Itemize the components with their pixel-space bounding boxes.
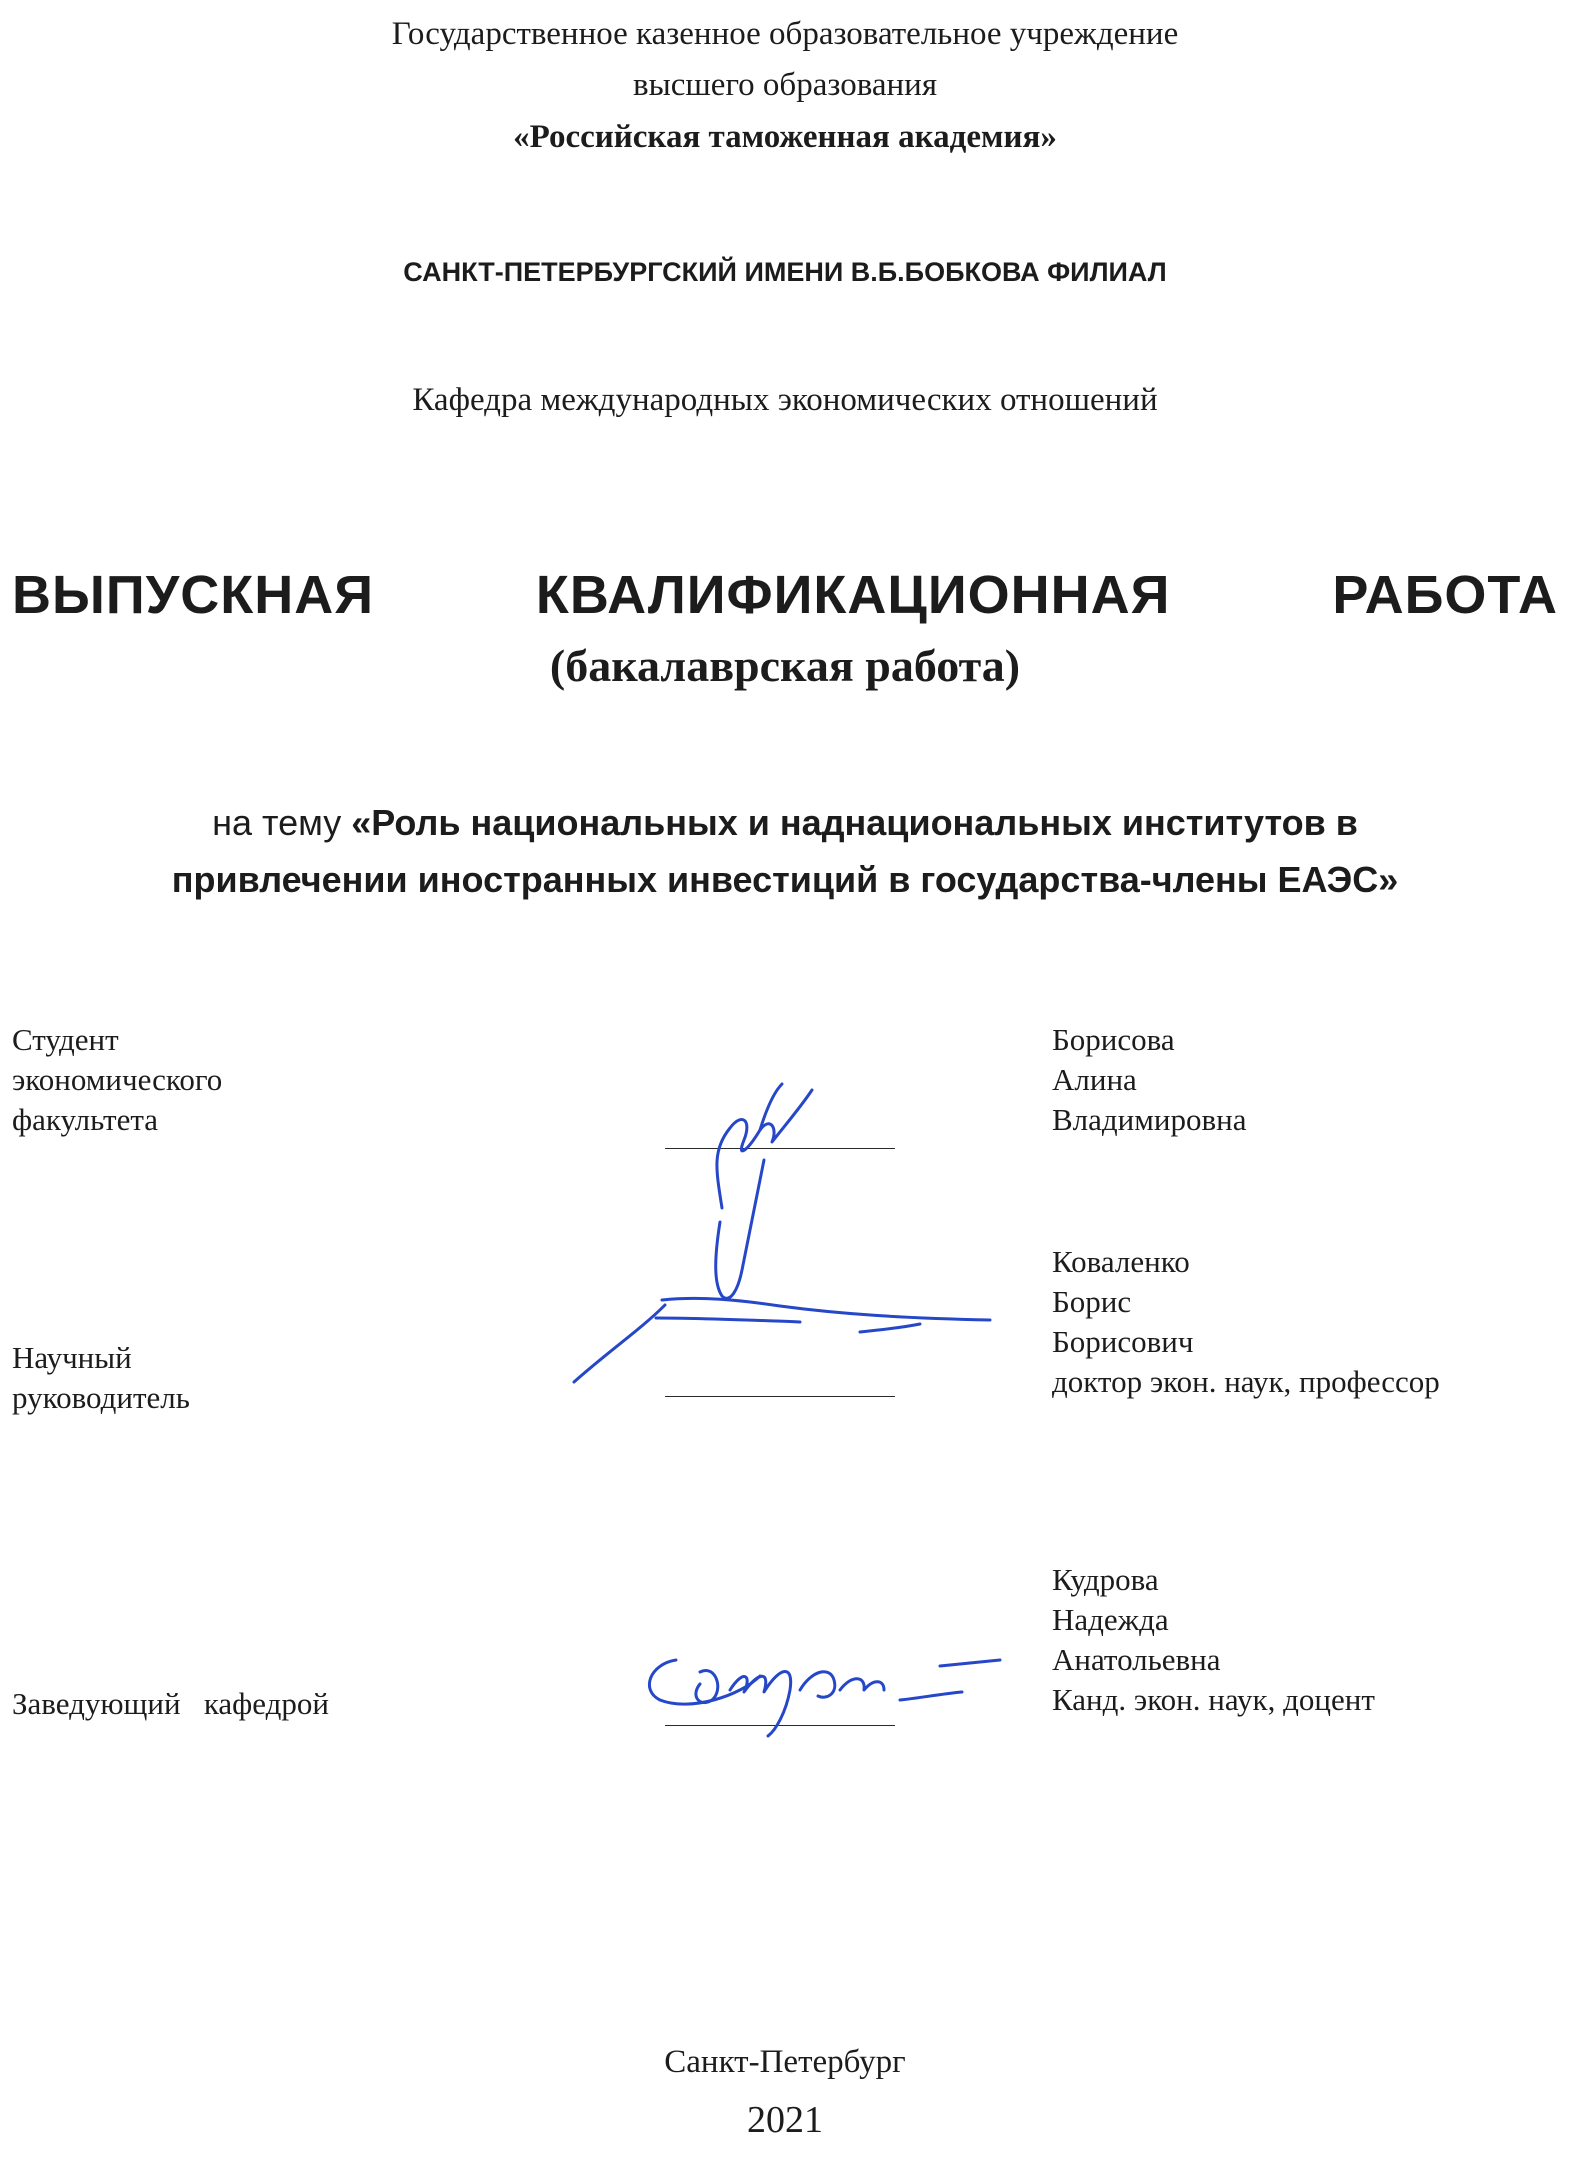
head-name-line: Кудрова	[1052, 1562, 1159, 1597]
topic-title-part2: привлечении иностранных инвестиций в государства-члены ЕАЭС»	[171, 859, 1399, 900]
academy-name: «Российская таможенная академия»	[513, 119, 1057, 155]
student-role-line: факультета	[12, 1102, 159, 1137]
student-role-line: Студент	[12, 1022, 119, 1057]
supervisor-name-line: Борисович	[1052, 1324, 1194, 1359]
student-name-line: Борисова	[1052, 1022, 1175, 1057]
year: 2021	[747, 2099, 823, 2141]
supervisor-role-line: руководитель	[12, 1380, 190, 1415]
topic-prefix: на тему	[212, 802, 352, 843]
city: Санкт-Петербург	[664, 2044, 906, 2080]
institution-line1: Государственное казенное образовательное учреждение	[391, 16, 1179, 52]
title-word-2: КВАЛИФИКАЦИОННАЯ	[535, 565, 1171, 625]
department-name: Кафедра международных экономических отношений	[412, 382, 1158, 418]
institution-line2: высшего образования	[633, 67, 937, 103]
head-degree: Канд. экон. наук, доцент	[1052, 1682, 1375, 1717]
supervisor-role-line: Научный	[12, 1340, 132, 1375]
head-name-line: Анатольевна	[1052, 1642, 1221, 1677]
topic-title-part1: «Роль национальных и наднациональных институтов в	[351, 802, 1358, 843]
student-role-line: экономического	[12, 1062, 223, 1097]
head-role: Заведующий кафедрой	[12, 1686, 329, 1721]
supervisor-degree: доктор экон. наук, профессор	[1052, 1364, 1440, 1399]
supervisor-name-line: Борис	[1052, 1284, 1132, 1319]
student-name-line: Алина	[1052, 1062, 1137, 1097]
document-subtitle: (бакалаврская работа)	[549, 640, 1021, 691]
head-name-line: Надежда	[1052, 1602, 1169, 1637]
title-word-3: РАБОТА	[1332, 565, 1558, 625]
supervisor-name-line: Коваленко	[1052, 1244, 1190, 1279]
student-name-line: Владимировна	[1052, 1102, 1247, 1137]
branch-name: САНКТ-ПЕТЕРБУРГСКИЙ ИМЕНИ В.Б.БОБКОВА ФИЛИАЛ	[403, 257, 1167, 287]
title-word-1: ВЫПУСКНАЯ	[12, 565, 375, 625]
